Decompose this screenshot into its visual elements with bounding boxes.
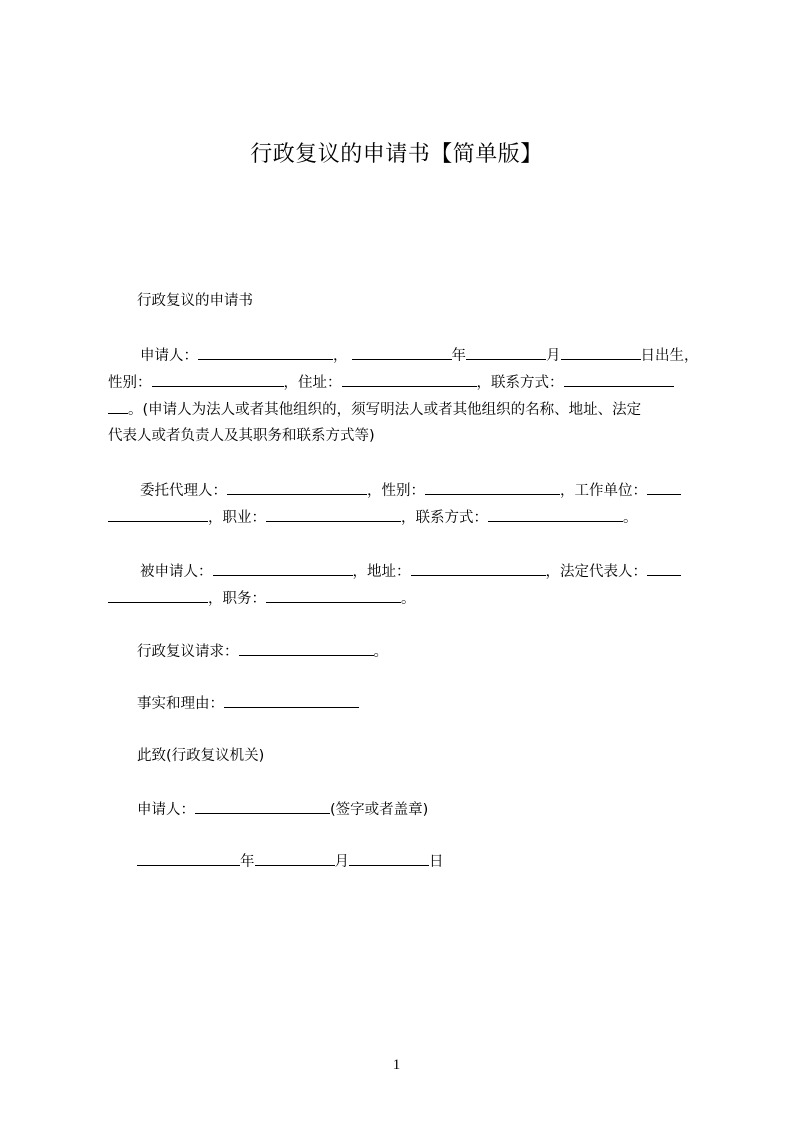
date-day-blank [349, 851, 429, 866]
signature-line [137, 799, 428, 820]
date-year-label: 年 [240, 854, 255, 870]
contact-blank-cont [108, 399, 128, 414]
applicant-line-4: 代表人或者负责人及其职务和联系方式等) [108, 428, 375, 444]
request-blank [239, 641, 374, 656]
birth-label: 日出生， [640, 348, 699, 364]
respondent-legal-label: ，法定代表人： [545, 564, 647, 580]
agent-line-1 [140, 480, 681, 501]
facts-blank [224, 693, 359, 708]
date-year-blank [137, 851, 240, 866]
agent-gender-blank [425, 480, 560, 495]
facts-label: 事实和理由： [137, 696, 224, 712]
respondent-end: 。 [401, 591, 416, 607]
address-blank [342, 372, 477, 387]
applicant-line-3 [108, 399, 641, 420]
to-line: 此致(行政复议机关) [137, 748, 265, 764]
agent-work-label: ，工作单位： [560, 483, 647, 499]
page-number: 1 [392, 1057, 401, 1073]
applicant-label: 申请人： [140, 348, 198, 364]
gender-label: 性别： [108, 375, 152, 391]
applicant-line-2 [108, 372, 674, 393]
year-label: 年 [451, 348, 466, 364]
respondent-legal-blank [647, 561, 681, 576]
agent-work-blank [647, 480, 681, 495]
respondent-address-label: ，地址： [352, 564, 411, 580]
date-line [137, 851, 444, 872]
request-end: 。 [373, 644, 388, 660]
agent-contact-label: ，联系方式： [401, 510, 488, 526]
agent-job-label: ，职业： [208, 510, 266, 526]
date-month-label: 月 [334, 854, 349, 870]
birth-month-blank [466, 345, 546, 360]
agent-contact-blank [488, 507, 623, 522]
applicant-line-1 [140, 345, 699, 366]
respondent-address-blank [411, 561, 546, 576]
signature-blank [195, 799, 330, 814]
document-title: 行政复议的申请书【简单版】 [250, 142, 543, 167]
respondent-position-blank [266, 588, 401, 603]
respondent-line-1 [140, 561, 681, 582]
agent-work-blank-cont [108, 507, 208, 522]
agent-end: 。 [623, 510, 638, 526]
date-month-blank [255, 851, 335, 866]
agent-line-2 [108, 507, 638, 528]
comma: ， [333, 348, 348, 364]
respondent-legal-blank-cont [108, 588, 208, 603]
facts-line [137, 693, 359, 714]
respondent-label: 被申请人： [140, 564, 213, 580]
date-day-label: 日 [429, 854, 444, 870]
address-label: ，住址： [283, 375, 342, 391]
agent-gender-label: ，性别： [367, 483, 425, 499]
agent-name-blank [227, 480, 367, 495]
contact-blank [564, 372, 674, 387]
respondent-name-blank [213, 561, 353, 576]
section-heading: 行政复议的申请书 [137, 293, 253, 309]
request-label: 行政复议请求： [137, 644, 239, 660]
birth-year-blank [352, 345, 452, 360]
agent-job-blank [266, 507, 401, 522]
request-line [137, 641, 388, 662]
contact-label: ，联系方式： [476, 375, 564, 391]
signature-label: 申请人： [137, 802, 195, 818]
respondent-position-label: ，职务： [208, 591, 266, 607]
signature-note: (签字或者盖章) [330, 802, 429, 818]
respondent-line-2 [108, 588, 416, 609]
month-label: 月 [546, 348, 561, 364]
applicant-name-blank [198, 345, 333, 360]
applicant-note: 。(申请人为法人或者其他组织的，须写明法人或者其他组织的名称、地址、法定 [128, 402, 642, 418]
birth-day-blank [561, 345, 641, 360]
gender-blank [152, 372, 284, 387]
agent-label: 委托代理人： [140, 483, 227, 499]
